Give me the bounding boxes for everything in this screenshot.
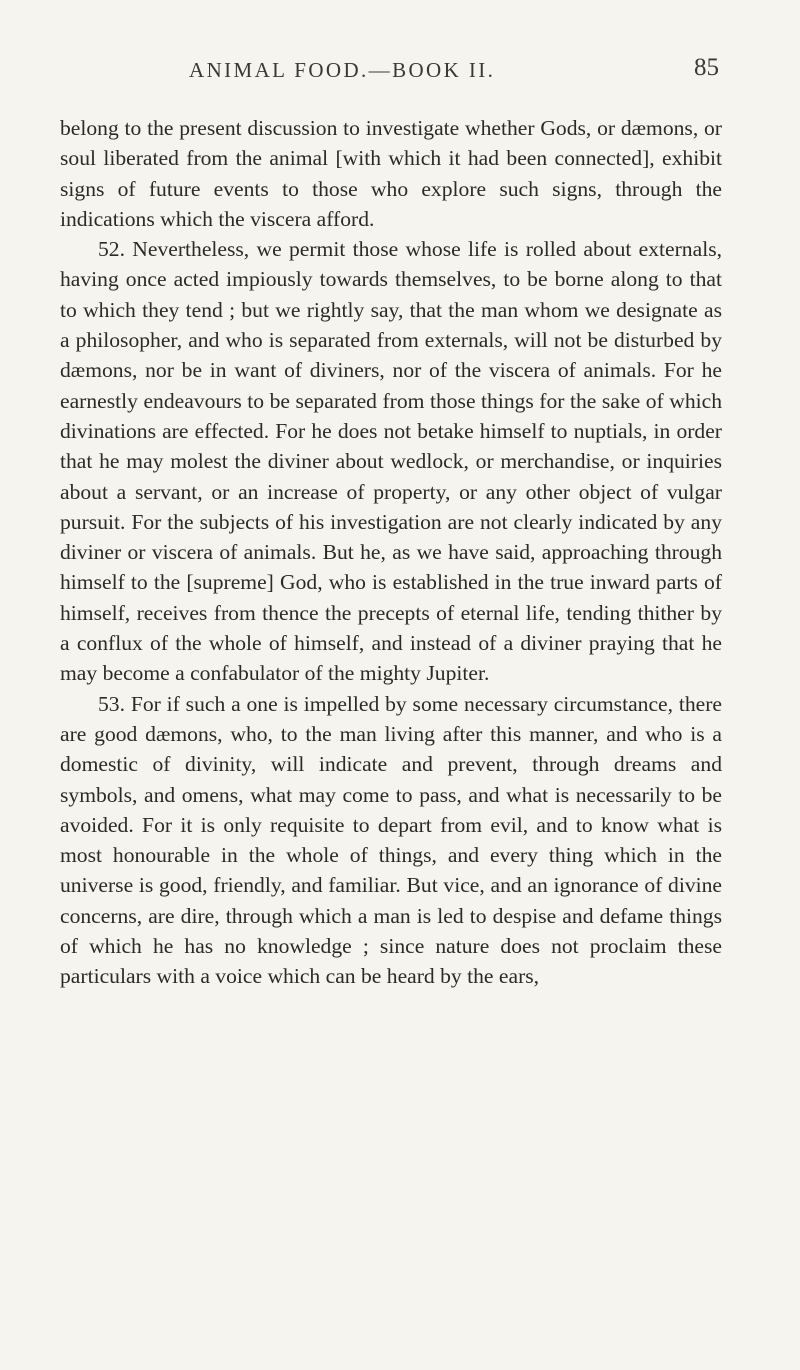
paragraph-52: 52. Nevertheless, we permit those whose life is rolled about externals, having once acted impiously towards themselves, to be borne along to that to which they tend ; but we rightly say, that the man whom we designate as a philosopher, and who is separated from externals, will not be disturbed by dæmons, nor be in want of diviners, nor of the viscera of animals. For he earnestly endeavours to be separated from those things for the sake of which divinations are effected. For he does not betake himself to nuptials, in order that he may molest the diviner about wedlock, or merchandise, or inquiries about a servant, or an increase of property, or any other object of vulgar pursuit. For the subjects of his investigation are not clearly indicated by any diviner or viscera of animals. But he, as we have said, approaching through himself to the [supreme] God, who is established in the true inward parts of himself, receives from thence the precepts of eternal life, tending thither by a conflux of the whole of himself, and instead of a diviner praying that he may become a confabulator of the mighty Jupiter. xyxy=(60,237,722,686)
running-head xyxy=(189,54,719,88)
page-number: 85 xyxy=(694,54,719,81)
running-title: ANIMAL FOOD.—BOOK II. xyxy=(189,58,496,82)
paragraph-53: 53. For if such a one is impelled by some necessary circumstance, there are good dæmons, who, to the man living after this manner, and who is a domestic of divinity, will indicate and prevent, through dreams and symbols, and omens, what may come to pass, and what is necessarily to be avoided. For it is only requisite to depart from evil, and to know what is most honourable in the whole of things, and every thing which in the universe is good, friendly, and familiar. But vice, and an ignorance of divine concerns, are dire, through which a man is led to despise and defame things of which he has no knowledge ; since nature does not proclaim these particulars with a voice which can be heard by the ears, xyxy=(60,691,722,989)
body-text xyxy=(60,113,722,992)
paragraph-continuation: belong to the present discussion to investigate whether Gods, or dæmons, or soul liberated from the animal [with which it had been connected], exhibit signs of future events to those who explore such signs, through the indications which the viscera afford. xyxy=(60,116,722,231)
